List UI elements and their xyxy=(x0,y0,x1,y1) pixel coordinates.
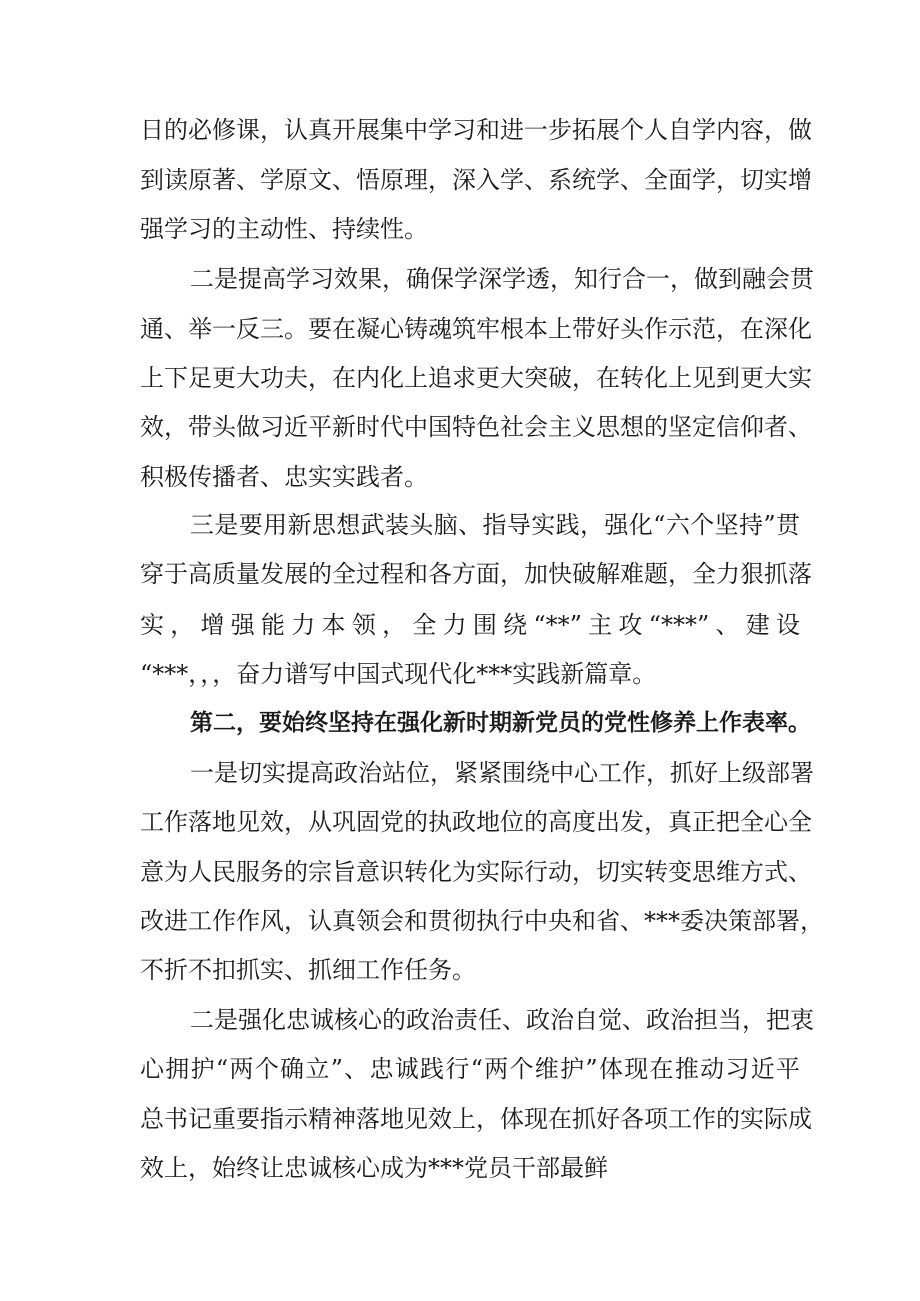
paragraph-start-line: 一是切实提高政治站位，紧紧围绕中心工作，抓好上级部署 xyxy=(190,759,814,787)
paragraph-start-line: 二是强化忠诚核心的政治责任、政治自觉、政治担当，把衷 xyxy=(190,1006,814,1034)
text-line: 实，增强能力本领，全力围绕“**”主攻“***”、建设 xyxy=(140,611,800,639)
text-line: 强学习的主动性、持续性。 xyxy=(140,215,428,243)
text-line: 效上，始终让忠诚核心成为***党员干部最鲜 xyxy=(140,1154,608,1182)
text-line: “***，，，奋力谱写中国式现代化***实践新篇章。 xyxy=(140,660,657,688)
text-line: 总书记重要指示精神落地见效上，体现在抓好各项工作的实际成 xyxy=(140,1105,812,1133)
text-line: 到读原著、学原文、悟原理，深入学、系统学、全面学，切实增 xyxy=(140,166,812,194)
text-line: 上下足更大功夫，在内化上追求更大突破，在转化上见到更大实 xyxy=(140,364,812,392)
paragraph-start-line: 二是提高学习效果，确保学深学透，知行合一，做到融会贯 xyxy=(190,265,814,293)
text-line: 心拥护“两个确立”、忠诚践行“两个维护”体现在推动习近平 xyxy=(140,1055,800,1083)
text-line: 意为人民服务的宗旨意识转化为实际行动，切实转变思维方式、 xyxy=(140,858,812,886)
section-heading: 第二，要始终坚持在强化新时期新党员的党性修养上作表率。 xyxy=(190,710,811,736)
text-line: 工作落地见效，从巩固党的执政地位的高度出发，真正把全心全 xyxy=(140,808,812,836)
text-line: 积极传播者、忠实实践者。 xyxy=(140,463,428,491)
text-line: 日的必修课，认真开展集中学习和进一步拓展个人自学内容，做 xyxy=(140,116,812,144)
text-line: 通、举一反三。要在凝心铸魂筑牢根本上带好头作示范，在深化 xyxy=(140,315,812,343)
text-line: 不折不扣抓实、抓细工作任务。 xyxy=(140,956,476,984)
text-line: 效，带头做习近平新时代中国特色社会主义思想的坚定信仰者、 xyxy=(140,413,812,441)
text-line: 改进工作作风，认真领会和贯彻执行中央和省、***委决策部署， xyxy=(140,907,824,935)
text-line: 穿于高质量发展的全过程和各方面，加快破解难题，全力狠抓落 xyxy=(140,560,812,588)
paragraph-start-line: 三是要用新思想武装头脑、指导实践，强化“六个坚持”贯 xyxy=(190,511,800,539)
